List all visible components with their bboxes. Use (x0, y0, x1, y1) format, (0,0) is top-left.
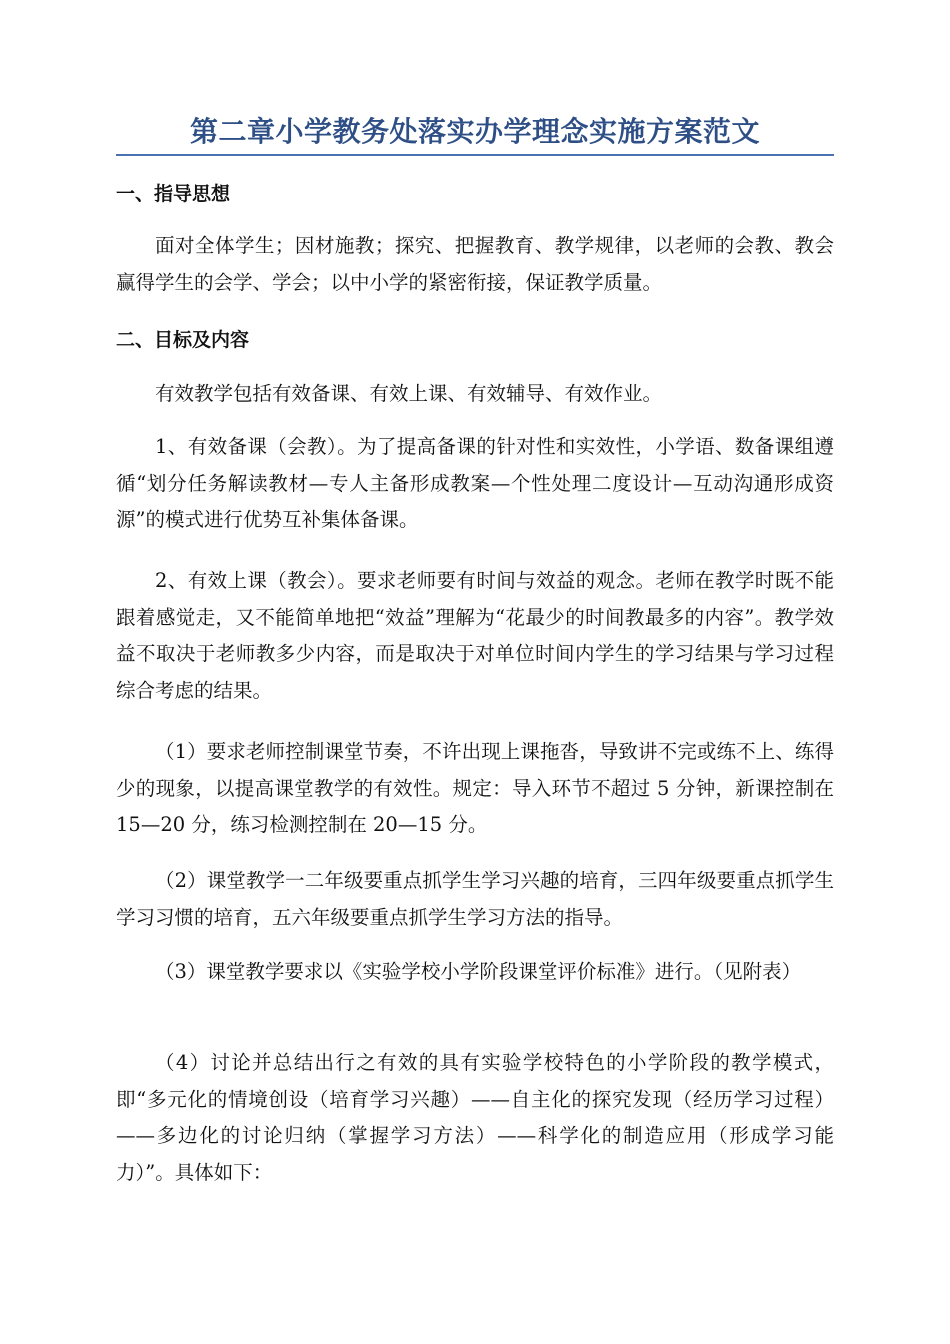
section-heading: 一、指导思想 (116, 183, 231, 205)
paragraph: （1）要求老师控制课堂节奏，不许出现上课拖沓，导致讲不完或练不上、练得少的现象，以提高课堂教学的有效性。规定：导入环节不超过 5 分钟，新课控制在 15—20 分，练习检测控制在 20—15 分。 (116, 740, 834, 836)
paragraph: 有效教学包括有效备课、有效上课、有效辅导、有效作业。 (155, 382, 663, 405)
paragraph: （2）课堂教学一二年级要重点抓学生学习兴趣的培育，三四年级要重点抓学生学习习惯的培育，五六年级要重点抓学生学习方法的指导。 (116, 869, 834, 929)
document-page (116, 0, 834, 1184)
paragraph: 1、有效备课（会教）。为了提高备课的针对性和实效性，小学语、数备课组遵循“划分任务解读教材—专人主备形成教案—个性处理二度设计—互动沟通形成资源”的模式进行优势互补集体备课。 (116, 435, 834, 531)
document-title: 第二章小学教务处落实办学理念实施方案范文 (116, 112, 834, 156)
paragraph: 面对全体学生；因材施教；探究、把握教育、教学规律，以老师的会教、教会赢得学生的会学、学会；以中小学的紧密衔接，保证教学质量。 (116, 234, 834, 294)
section-heading: 二、目标及内容 (116, 329, 250, 351)
paragraph: （4）讨论并总结出行之有效的具有实验学校特色的小学阶段的教学模式，即“多元化的情境创设（培育学习兴趣）——自主化的探究发现（经历学习过程）——多边化的讨论归纳（掌握学习方法）——科学化的制造应用（形成学习能力）”。具体如下： (116, 1051, 834, 1184)
paragraph: （3）课堂教学要求以《实验学校小学阶段课堂评价标准》进行。（见附表） (155, 960, 802, 983)
paragraph: 2、有效上课（教会）。要求老师要有时间与效益的观念。老师在教学时既不能跟着感觉走，又不能简单地把“效益”理解为“花最少的时间教最多的内容”。教学效益不取决于老师教多少内容，而是取决于对单位时间内学生的学习结果与学习过程综合考虑的结果。 (116, 569, 834, 702)
